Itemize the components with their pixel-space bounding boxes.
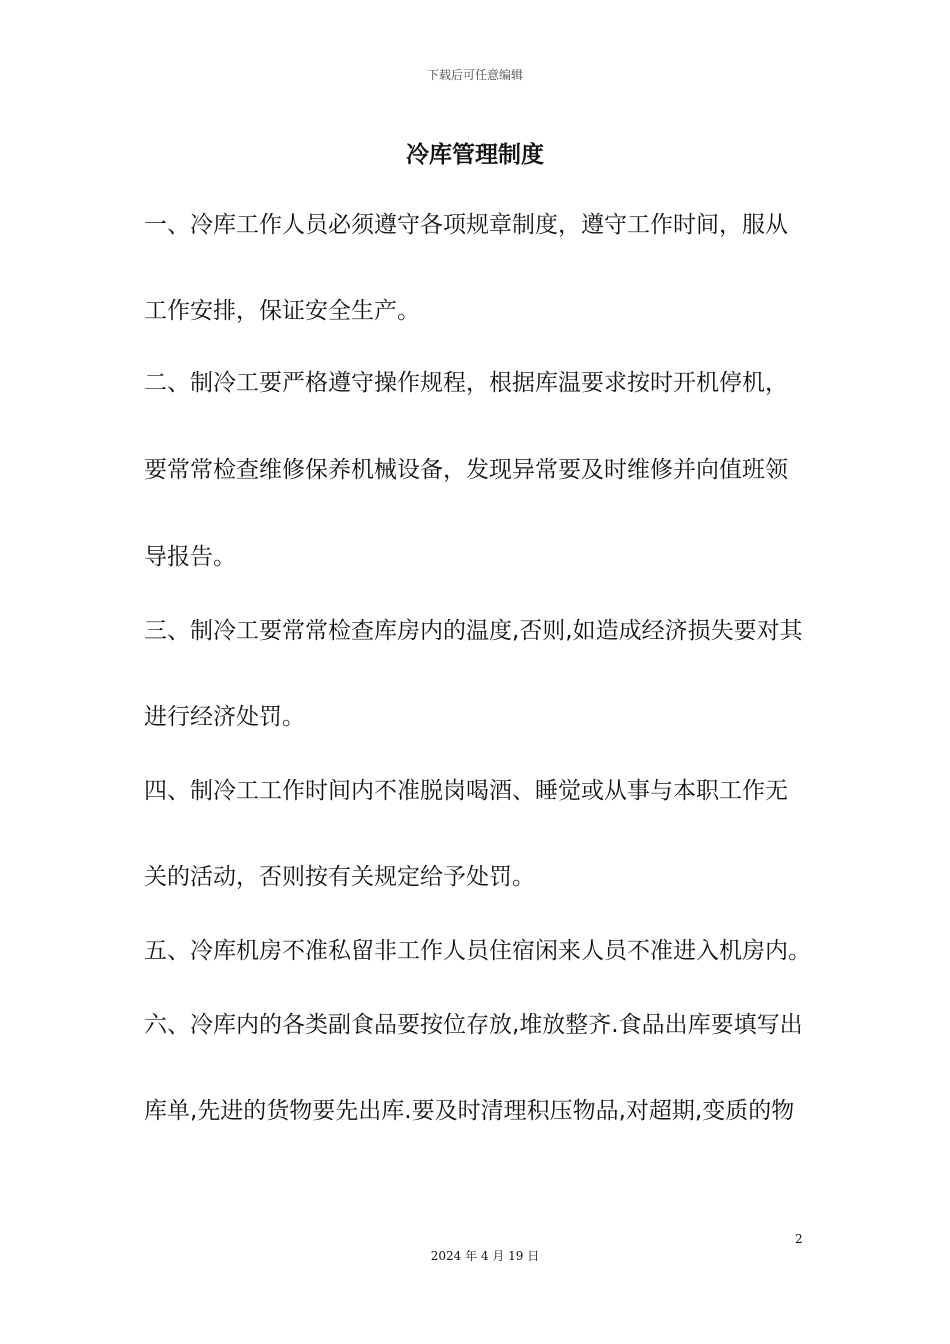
body-line: 库单,先进的货物要先出库.要及时清理积压物品,对超期,变质的物	[144, 1098, 795, 1124]
body-line: 关的活动，否则按有关规定给予处罚。	[144, 864, 535, 890]
body-line: 一、冷库工作人员必须遵守各项规章制度，遵守工作时间，服从	[144, 212, 788, 238]
page-header: 下载后可任意编辑	[426, 68, 523, 82]
body-line: 二、制冷工要严格遵守操作规程，根据库温要求按时开机停机，	[144, 370, 788, 396]
footer-date: 2024 年 4 月 19 日	[430, 1249, 540, 1263]
body-line: 导报告。	[144, 544, 236, 570]
body-line: 四、制冷工工作时间内不准脱岗喝酒、睡觉或从事与本职工作无	[144, 778, 788, 804]
body-line: 要常常检查维修保养机械设备，发现异常要及时维修并向值班领	[144, 457, 788, 483]
body-line: 五、冷库机房不准私留非工作人员住宿闲来人员不准进入机房内。	[144, 938, 811, 964]
document-title: 冷库管理制度	[406, 142, 544, 168]
body-line: 进行经济处罚。	[144, 704, 305, 730]
page-number: 2	[795, 1232, 803, 1246]
body-line: 工作安排，保证安全生产。	[144, 298, 420, 324]
body-line: 六、冷库内的各类副食品要按位存放,堆放整齐.食品出库要填写出	[144, 1012, 803, 1038]
body-line: 三、制冷工要常常检查库房内的温度,否则,如造成经济损失要对其	[144, 618, 803, 644]
